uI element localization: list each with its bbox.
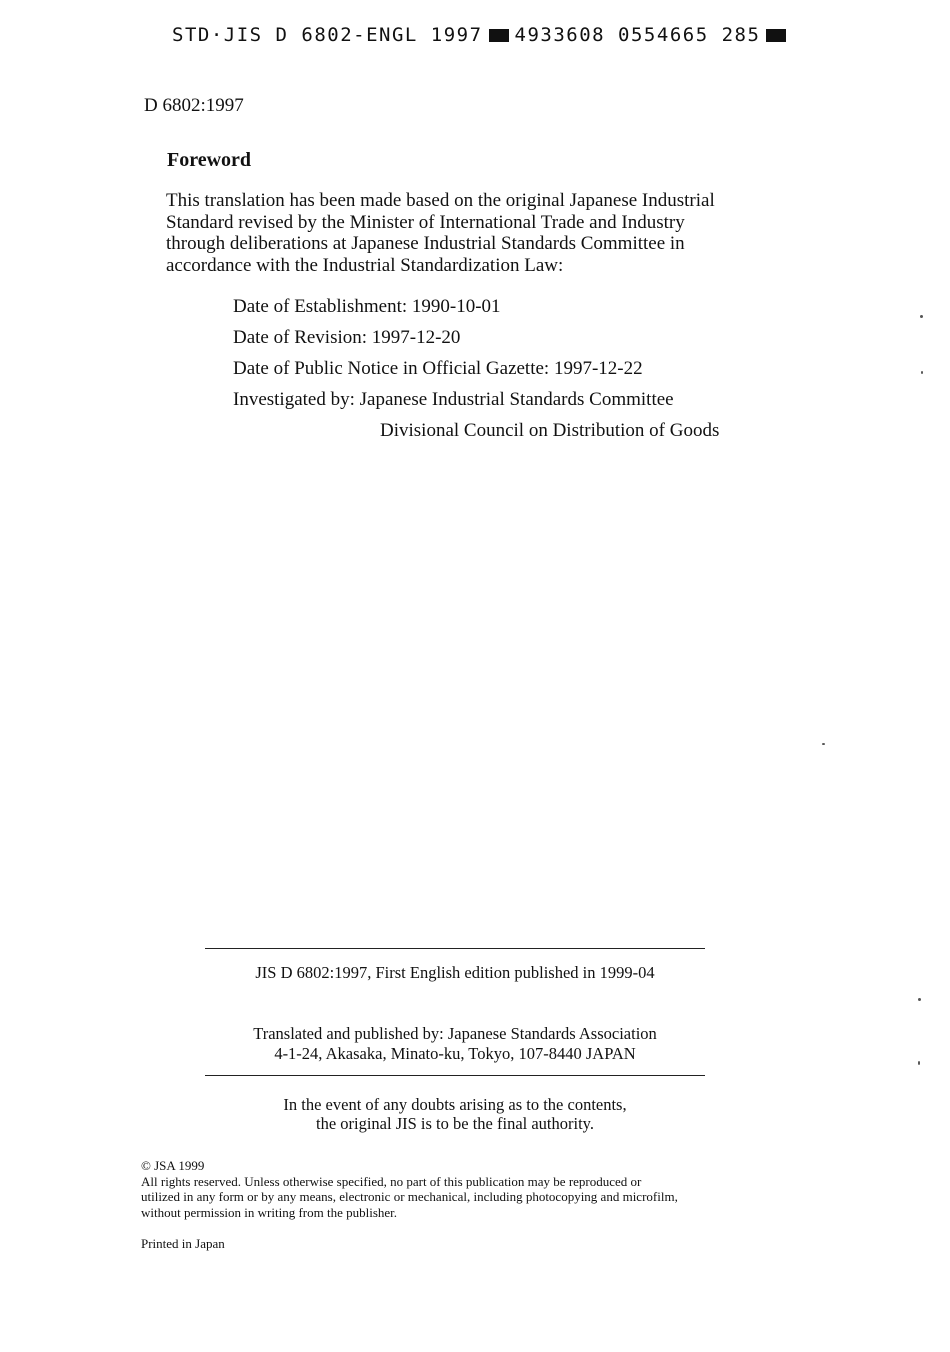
document-id: D 6802:1997 (144, 95, 244, 116)
authority-line: In the event of any doubts arising as to the contents, (283, 1095, 627, 1114)
date-of-revision: Date of Revision: 1997-12-20 (233, 327, 461, 348)
header-code: 4933608 0554665 285 (514, 24, 761, 46)
authority-line: the original JIS is to be the final authority. (315, 1114, 594, 1133)
scan-header-code (172, 24, 792, 46)
investigated-by: Investigated by: Japanese Industrial Standards Committee (233, 389, 674, 410)
foreword-paragraph (166, 190, 715, 276)
publisher-address: 4-1-24, Akasaka, Minato-ku, Tokyo, 107-8440 JAPAN (274, 1044, 636, 1063)
divider-rule (205, 948, 705, 949)
paragraph-line: Standard revised by the Minister of International Trade and Industry (166, 211, 685, 233)
paragraph-line: through deliberations at Japanese Industrial Standards Committee in (166, 233, 685, 254)
date-of-establishment: Date of Establishment: 1990-10-01 (233, 296, 501, 317)
rights-line: All rights reserved. Unless otherwise specified, no part of this publication may be reproduced or (141, 1173, 642, 1189)
scan-speck (921, 371, 923, 374)
rights-line: utilized in any form or by any means, electronic or mechanical, including photocopying and microfilm, (141, 1189, 678, 1204)
date-of-public-notice: Date of Public Notice in Official Gazette: 1997-12-22 (233, 358, 643, 379)
black-block-mark (766, 29, 786, 42)
divider-rule (205, 1075, 705, 1076)
scan-speck (920, 315, 923, 318)
paragraph-line: This translation has been made based on the original Japanese Industrial (166, 190, 715, 211)
foreword-heading: Foreword (167, 149, 252, 171)
header-prefix: STD·JIS D 6802-ENGL 1997 (172, 24, 483, 46)
paragraph-line: accordance with the Industrial Standardization Law: (166, 254, 564, 276)
scan-speck (918, 1061, 920, 1065)
divisional-council: Divisional Council on Distribution of Goods (380, 420, 720, 441)
black-block-mark (489, 29, 509, 42)
scan-speck (918, 998, 921, 1001)
copyright-line: © JSA 1999 (141, 1158, 205, 1173)
rights-line: without permission in writing from the publisher. (141, 1204, 398, 1220)
printed-in: Printed in Japan (141, 1236, 225, 1251)
publisher-line: Translated and published by: Japanese Standards Association (253, 1024, 657, 1043)
copyright-notice (141, 1158, 678, 1220)
scan-speck (822, 743, 825, 745)
edition-note: JIS D 6802:1997, First English edition published in 1999-04 (255, 963, 655, 982)
